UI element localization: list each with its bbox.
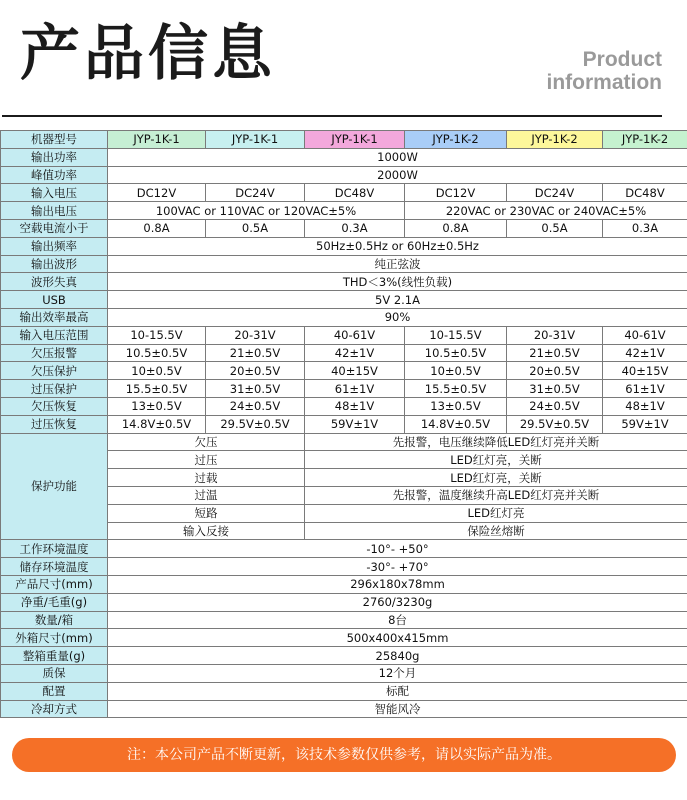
row-label: 储存环境温度 bbox=[1, 558, 108, 576]
value-cell: THD＜3%(线性负载) bbox=[108, 273, 687, 291]
value-cell: 31±0.5V bbox=[507, 380, 603, 398]
value-cell: 90% bbox=[108, 308, 687, 326]
table-row bbox=[1, 664, 687, 682]
row-label: 保护功能 bbox=[1, 433, 108, 540]
table-row bbox=[1, 647, 687, 665]
value-cell: 20-31V bbox=[507, 326, 603, 344]
value-cell: 29.5V±0.5V bbox=[206, 415, 305, 433]
value-cell: 15.5±0.5V bbox=[108, 380, 206, 398]
value-cell: DC24V bbox=[206, 184, 305, 202]
value-cell: 0.8A bbox=[405, 219, 507, 237]
value-cell: 31±0.5V bbox=[206, 380, 305, 398]
row-label: 输出电压 bbox=[1, 202, 108, 220]
value-cell: 智能风冷 bbox=[108, 700, 687, 718]
table-row bbox=[1, 540, 687, 558]
table-row bbox=[1, 593, 687, 611]
value-cell: 0.5A bbox=[507, 219, 603, 237]
value-cell: 10.5±0.5V bbox=[108, 344, 206, 362]
row-label: 输出频率 bbox=[1, 237, 108, 255]
value-cell: 61±1V bbox=[603, 380, 687, 398]
table-row bbox=[1, 682, 687, 700]
value-cell: DC12V bbox=[405, 184, 507, 202]
table-row bbox=[1, 148, 687, 166]
value-cell: 2760/3230g bbox=[108, 593, 687, 611]
value-cell: 20-31V bbox=[206, 326, 305, 344]
value-cell: 14.8V±0.5V bbox=[108, 415, 206, 433]
row-label: 净重/毛重(g) bbox=[1, 593, 108, 611]
protection-item: 过温 bbox=[108, 486, 305, 504]
protection-value: 先报警，电压继续降低LED红灯亮并关断 bbox=[305, 433, 687, 451]
model-cell: JYP-1K-1 bbox=[108, 131, 206, 149]
row-label: 外箱尺寸(mm) bbox=[1, 629, 108, 647]
value-cell: 24±0.5V bbox=[206, 397, 305, 415]
table-row bbox=[1, 344, 687, 362]
value-cell: 5V 2.1A bbox=[108, 291, 687, 309]
table-row bbox=[1, 326, 687, 344]
table-row bbox=[1, 166, 687, 184]
value-cell: 21±0.5V bbox=[507, 344, 603, 362]
value-cell: 20±0.5V bbox=[507, 362, 603, 380]
value-cell: 40-61V bbox=[603, 326, 687, 344]
value-cell: 20±0.5V bbox=[206, 362, 305, 380]
value-cell: 2000W bbox=[108, 166, 687, 184]
value-cell: 标配 bbox=[108, 682, 687, 700]
table-row bbox=[1, 273, 687, 291]
value-cell: 10.5±0.5V bbox=[405, 344, 507, 362]
value-cell: 8台 bbox=[108, 611, 687, 629]
value-cell: 48±1V bbox=[603, 397, 687, 415]
value-cell: 纯正弦波 bbox=[108, 255, 687, 273]
table-row bbox=[1, 415, 687, 433]
table-row bbox=[1, 611, 687, 629]
value-cell: 14.8V±0.5V bbox=[405, 415, 507, 433]
value-cell: 40±15V bbox=[305, 362, 405, 380]
page-subtitle-en bbox=[547, 48, 663, 94]
value-cell: 0.3A bbox=[603, 219, 687, 237]
protection-item: 输入反接 bbox=[108, 522, 305, 540]
table-row bbox=[1, 362, 687, 380]
value-cell: 42±1V bbox=[603, 344, 687, 362]
value-cell: 296x180x78mm bbox=[108, 575, 687, 593]
value-cell: 12个月 bbox=[108, 664, 687, 682]
table-row bbox=[1, 433, 687, 451]
row-label: USB bbox=[1, 291, 108, 309]
subtitle-line-2: information bbox=[546, 71, 662, 94]
value-cell: 0.8A bbox=[108, 219, 206, 237]
value-cell: 10-15.5V bbox=[405, 326, 507, 344]
row-label: 整箱重量(g) bbox=[1, 647, 108, 665]
value-cell: 61±1V bbox=[305, 380, 405, 398]
page-header bbox=[0, 0, 687, 130]
table-row bbox=[1, 237, 687, 255]
value-cell: DC12V bbox=[108, 184, 206, 202]
value-cell: 40±15V bbox=[603, 362, 687, 380]
protection-item: 短路 bbox=[108, 504, 305, 522]
table-row bbox=[1, 291, 687, 309]
row-label: 工作环境温度 bbox=[1, 540, 108, 558]
row-label: 输出波形 bbox=[1, 255, 108, 273]
table-row bbox=[1, 184, 687, 202]
value-cell: -10°- +50° bbox=[108, 540, 687, 558]
row-label: 过压保护 bbox=[1, 380, 108, 398]
row-label: 输出效率最高 bbox=[1, 308, 108, 326]
value-cell: 42±1V bbox=[305, 344, 405, 362]
table-row bbox=[1, 575, 687, 593]
row-label: 欠压恢复 bbox=[1, 397, 108, 415]
row-label: 波形失真 bbox=[1, 273, 108, 291]
value-cell: 220VAC or 230VAC or 240VAC±5% bbox=[405, 202, 687, 220]
row-label: 空载电流小于 bbox=[1, 219, 108, 237]
protection-item: 过载 bbox=[108, 469, 305, 487]
table-row bbox=[1, 629, 687, 647]
table-row bbox=[1, 131, 687, 149]
row-label: 输出功率 bbox=[1, 148, 108, 166]
value-cell: DC48V bbox=[305, 184, 405, 202]
value-cell: 59V±1V bbox=[305, 415, 405, 433]
row-label: 输入电压 bbox=[1, 184, 108, 202]
value-cell: 59V±1V bbox=[603, 415, 687, 433]
row-label: 过压恢复 bbox=[1, 415, 108, 433]
value-cell: 1000W bbox=[108, 148, 687, 166]
protection-value: LED红灯亮，关断 bbox=[305, 469, 687, 487]
model-cell: JYP-1K-1 bbox=[206, 131, 305, 149]
table-row bbox=[1, 380, 687, 398]
value-cell: 48±1V bbox=[305, 397, 405, 415]
value-cell: 13±0.5V bbox=[108, 397, 206, 415]
protection-value: 保险丝熔断 bbox=[305, 522, 687, 540]
row-label: 配置 bbox=[1, 682, 108, 700]
row-label: 数量/箱 bbox=[1, 611, 108, 629]
row-label: 峰值功率 bbox=[1, 166, 108, 184]
table-row bbox=[1, 219, 687, 237]
row-label: 冷却方式 bbox=[1, 700, 108, 718]
table-row bbox=[1, 700, 687, 718]
page-title: 产品信息 bbox=[20, 19, 276, 89]
subtitle-line-1: Product bbox=[582, 48, 662, 71]
row-label: 质保 bbox=[1, 664, 108, 682]
protection-item: 欠压 bbox=[108, 433, 305, 451]
model-cell: JYP-1K-2 bbox=[507, 131, 603, 149]
value-cell: 10±0.5V bbox=[108, 362, 206, 380]
value-cell: 15.5±0.5V bbox=[405, 380, 507, 398]
value-cell: 21±0.5V bbox=[206, 344, 305, 362]
protection-item: 过压 bbox=[108, 451, 305, 469]
value-cell: 40-61V bbox=[305, 326, 405, 344]
table-row bbox=[1, 255, 687, 273]
model-cell: JYP-1K-1 bbox=[305, 131, 405, 149]
table-row bbox=[1, 397, 687, 415]
row-label: 欠压保护 bbox=[1, 362, 108, 380]
value-cell: 10±0.5V bbox=[405, 362, 507, 380]
footer-note: 注：本公司产品不断更新，该技术参数仅供参考，请以实际产品为准。 bbox=[12, 738, 676, 772]
value-cell: 29.5V±0.5V bbox=[507, 415, 603, 433]
row-label: 欠压报警 bbox=[1, 344, 108, 362]
row-label: 输入电压范围 bbox=[1, 326, 108, 344]
value-cell: DC24V bbox=[507, 184, 603, 202]
value-cell: 13±0.5V bbox=[405, 397, 507, 415]
value-cell: 50Hz±0.5Hz or 60Hz±0.5Hz bbox=[108, 237, 687, 255]
row-label: 产品尺寸(mm) bbox=[1, 575, 108, 593]
value-cell: 24±0.5V bbox=[507, 397, 603, 415]
value-cell: 100VAC or 110VAC or 120VAC±5% bbox=[108, 202, 405, 220]
header-divider bbox=[2, 115, 662, 117]
spec-table bbox=[0, 130, 687, 718]
value-cell: 10-15.5V bbox=[108, 326, 206, 344]
protection-value: 先报警，温度继续升高LED红灯亮并关断 bbox=[305, 486, 687, 504]
row-label: 机器型号 bbox=[1, 131, 108, 149]
protection-value: LED红灯亮 bbox=[305, 504, 687, 522]
value-cell: 25840g bbox=[108, 647, 687, 665]
value-cell: 0.5A bbox=[206, 219, 305, 237]
table-row bbox=[1, 202, 687, 220]
table-row bbox=[1, 558, 687, 576]
value-cell: -30°- +70° bbox=[108, 558, 687, 576]
protection-value: LED红灯亮，关断 bbox=[305, 451, 687, 469]
value-cell: DC48V bbox=[603, 184, 687, 202]
value-cell: 500x400x415mm bbox=[108, 629, 687, 647]
value-cell: 0.3A bbox=[305, 219, 405, 237]
model-cell: JYP-1K-2 bbox=[405, 131, 507, 149]
model-cell: JYP-1K-2 bbox=[603, 131, 687, 149]
table-row bbox=[1, 308, 687, 326]
